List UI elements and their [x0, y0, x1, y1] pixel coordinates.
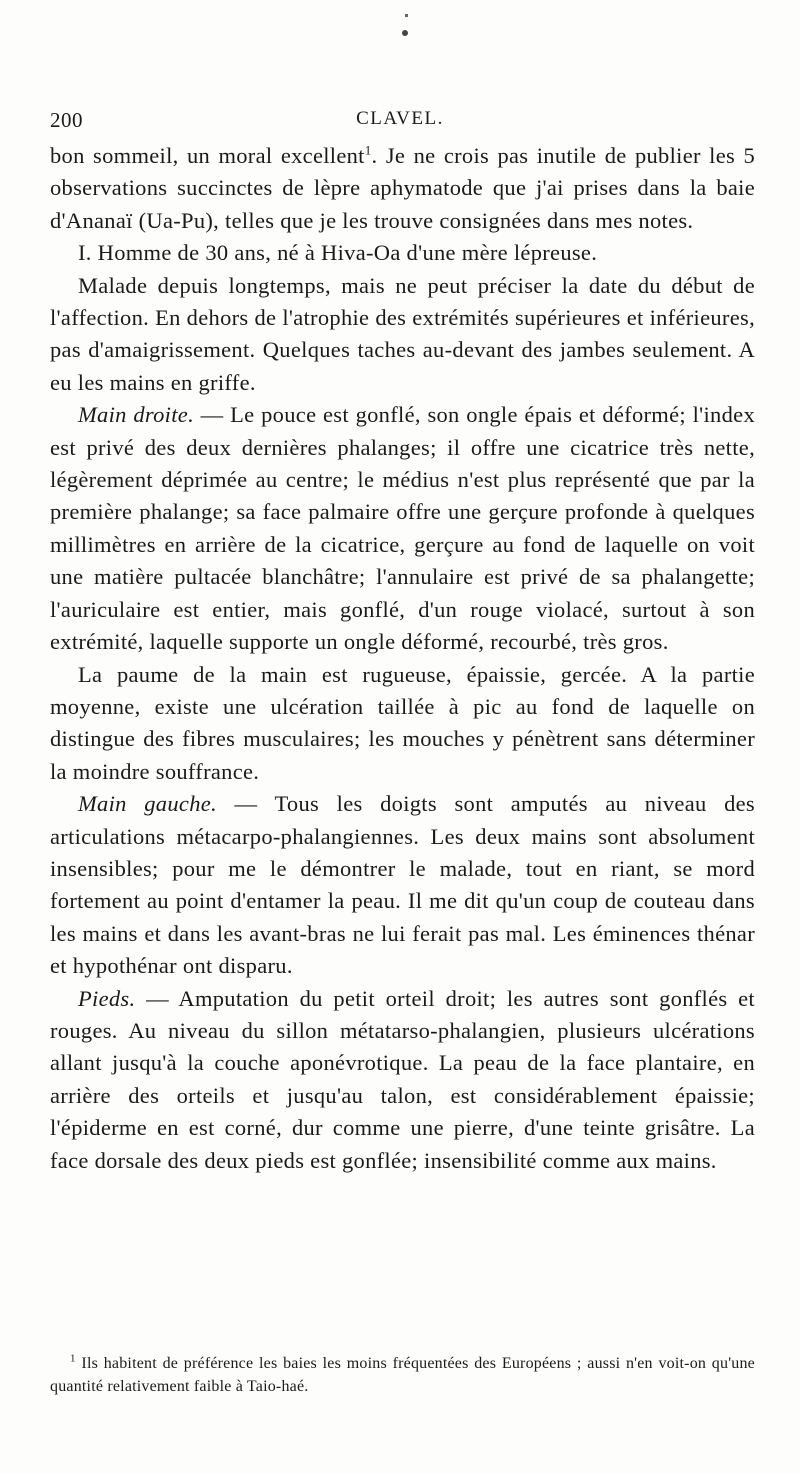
paragraph-case-history: Malade depuis longtemps, mais ne peut préciser la date du début de l'affection. En dehors de l'atrophie des extrémités supérieures et inférieures, pas d'amaigrissement. Quelques taches au-devant des jambes seulement. A eu les mains en griffe.	[50, 272, 755, 395]
paragraph-text: — Tous les doigts sont amputés au niveau des articulations métacarpo-phalangiennes. Les deux mains sont absolument insensibles; pour me le démontrer le malade, tout en riant, se mord fortement au point d'entamer la peau. Il me dit qu'un coup de couteau dans les mains et dans les avant-bras ne lui ferait pas mal. Les éminences thénar et hypothénar ont disparu.	[50, 791, 755, 979]
section-label: Main droite.	[78, 402, 194, 428]
paragraph-feet	[50, 983, 755, 1177]
page-number: 200	[50, 108, 83, 132]
running-head	[50, 108, 750, 138]
footnote	[50, 1352, 755, 1398]
body-text	[50, 140, 755, 1177]
paragraph-text: . Je ne crois pas inutile de publier les 5 observations succinctes de lèpre aphymatode que j'ai prises dans la baie d'Ananaï (Ua-Pu), telles que je les trouve consignées dans mes notes.	[50, 143, 756, 233]
section-label: Pieds.	[78, 985, 136, 1011]
paragraph-right-hand	[50, 399, 755, 658]
paragraph-text: — Amputation du petit orteil droit; les autres sont gonflés et rouges. Au niveau du sillon métatarso-phalangien, plusieurs ulcérations allant jusqu'à la couche aponévrotique. La peau de la face plantaire, en arrière des orteils et jusqu'au talon, est considérablement épaissie; l'épiderme en est corné, dur comme une pierre, d'une teinte grisâtre. La face dorsale des deux pieds est gonflée; insensibilité comme aux mains.	[50, 985, 755, 1173]
section-label: Main gauche.	[78, 791, 217, 817]
paragraph-left-hand	[50, 788, 755, 982]
print-speck	[405, 14, 408, 17]
footnote-text: Ils habitent de préférence les baies les moins fréquentées des Européens ; aussi n'en voit-on qu'une quantité relativement faible à Taio-haé.	[50, 1355, 755, 1395]
footnotes	[50, 1352, 755, 1398]
paragraph-palm: La paume de la main est rugueuse, épaissie, gercée. A la partie moyenne, existe une ulcération taillée à pic au fond de laquelle on distingue des fibres musculaires; les mouches y pénètrent sans déterminer la moindre souffrance.	[50, 661, 755, 784]
paragraph-case-heading: I. Homme de 30 ans, né à Hiva-Oa d'une mère lépreuse.	[78, 240, 598, 266]
running-title: CLAVEL.	[356, 108, 444, 129]
footnote-reference: 1	[364, 142, 372, 158]
print-speck	[402, 30, 408, 36]
paragraph-continuation	[50, 140, 755, 237]
footnote-mark: 1	[70, 1352, 76, 1365]
paragraph-text: — Le pouce est gonflé, son ongle épais et déformé; l'index est privé des deux dernières phalanges; il offre une cicatrice très nette, légèrement déprimée au centre; le médius n'est plus représenté que par la première phalange; sa face palmaire offre une gerçure profonde à quelques millimètres en arrière de la cicatrice, gerçure au fond de laquelle on voit une matière pultacée blanchâtre; l'annulaire est privé de sa phalangette; l'auriculaire est entier, mais gonflé, d'un rouge violacé, surtout à son extrémité, laquelle supporte un ongle déformé, recourbé, très gros.	[50, 402, 755, 655]
paragraph-text: bon sommeil, un moral excellent	[50, 143, 365, 168]
